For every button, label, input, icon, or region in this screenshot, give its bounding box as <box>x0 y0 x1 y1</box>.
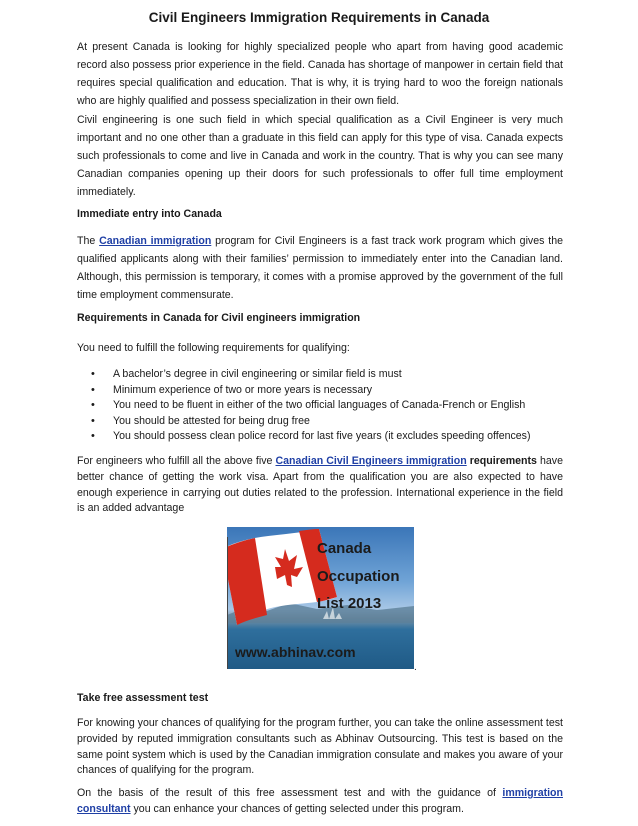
canadian-civil-engineers-immigration-link[interactable]: Canadian Civil Engineers immigration <box>275 455 467 467</box>
canadian-immigration-link[interactable]: Canadian immigration <box>99 235 212 247</box>
requirements-list <box>77 367 563 445</box>
consultant-paragraph <box>77 786 563 818</box>
text-span: have better chance of getting the work visa. Apart from the qualification you are also expected to have enough experience in carrying out duties related to the profession. International experience in the field is an added advantage <box>77 455 563 515</box>
engineers-paragraph <box>77 454 563 517</box>
text-span: you can enhance your chances of getting selected under this program. <box>130 802 464 815</box>
list-item: • A bachelor’s degree in civil engineering or similar field is must <box>77 367 563 383</box>
canada-occupation-list-image <box>227 527 414 669</box>
text-span: The <box>77 235 100 247</box>
immediate-entry-paragraph <box>77 232 563 304</box>
list-item: • You should be attested for being drug free <box>77 414 563 430</box>
heading-assessment: Take free assessment test <box>77 692 209 704</box>
text-span: For engineers who fulfill all the above five <box>77 455 276 467</box>
trailing-period: . <box>414 662 417 673</box>
immigration-consultant-link[interactable]: immigration consultant <box>77 787 563 815</box>
civil-engineering-paragraph: Civil engineering is one such field in which special qualification as a Civil Engineer is very much important and no one other than a graduate in this field can apply for this type of visa. Canada expects such professionals to come and live in Canada and work in the country. That is why you can see many Canadian companies opening up their doors for such professionals to offer full time employment immediately. <box>77 114 563 198</box>
intro-paragraph: At present Canada is looking for highly specialized people who apart from having good academic record also possess prior experience in the field. Canada has shortage of manpower in certain field that requires special qualification and education. That is why, it is trying hard to woo the foreign nationals who are highly qualified and possess specialization in their own field. <box>77 41 563 107</box>
list-item: • You should possess clean police record for last five years (it excludes speeding offences) <box>77 429 563 445</box>
image-text-list-2013: List 2013 <box>317 595 382 612</box>
heading-requirements: Requirements in Canada for Civil engineers immigration <box>77 312 361 324</box>
requirements-intro: You need to fulfill the following requirements for qualifying: <box>77 342 350 354</box>
image-text-canada: Canada <box>317 540 372 557</box>
list-item: • You need to be fluent in either of the two official languages of Canada-French or English <box>77 398 563 414</box>
text-span: On the basis of the result of this free assessment test and with the guidance of <box>77 787 503 799</box>
bold-text: requirements <box>469 455 537 467</box>
text-span: program for Civil Engineers is a fast track work program which gives the qualified applicants along with their families’ permission to immediately enter into the Canadian land. Although, this permission is temporary, it comes with a promise approved by the government of the full time employment commensurate. <box>77 235 563 301</box>
image-text-url: www.abhinav.com <box>235 644 356 660</box>
list-item: • Minimum experience of two or more years is necessary <box>77 383 563 399</box>
heading-immediate-entry: Immediate entry into Canada <box>77 208 222 220</box>
assessment-paragraph: For knowing your chances of qualifying for the program further, you can take the online assessment test provided by reputed immigration consultants such as Abhinav Outsourcing. This test is based on the same point system which is used by the Canadian immigration consulate and makes you aware of your chances of qualifying for the program. <box>77 717 563 777</box>
image-text-occupation: Occupation <box>317 568 400 585</box>
page-title: Civil Engineers Immigration Requirements in Canada <box>148 10 490 25</box>
